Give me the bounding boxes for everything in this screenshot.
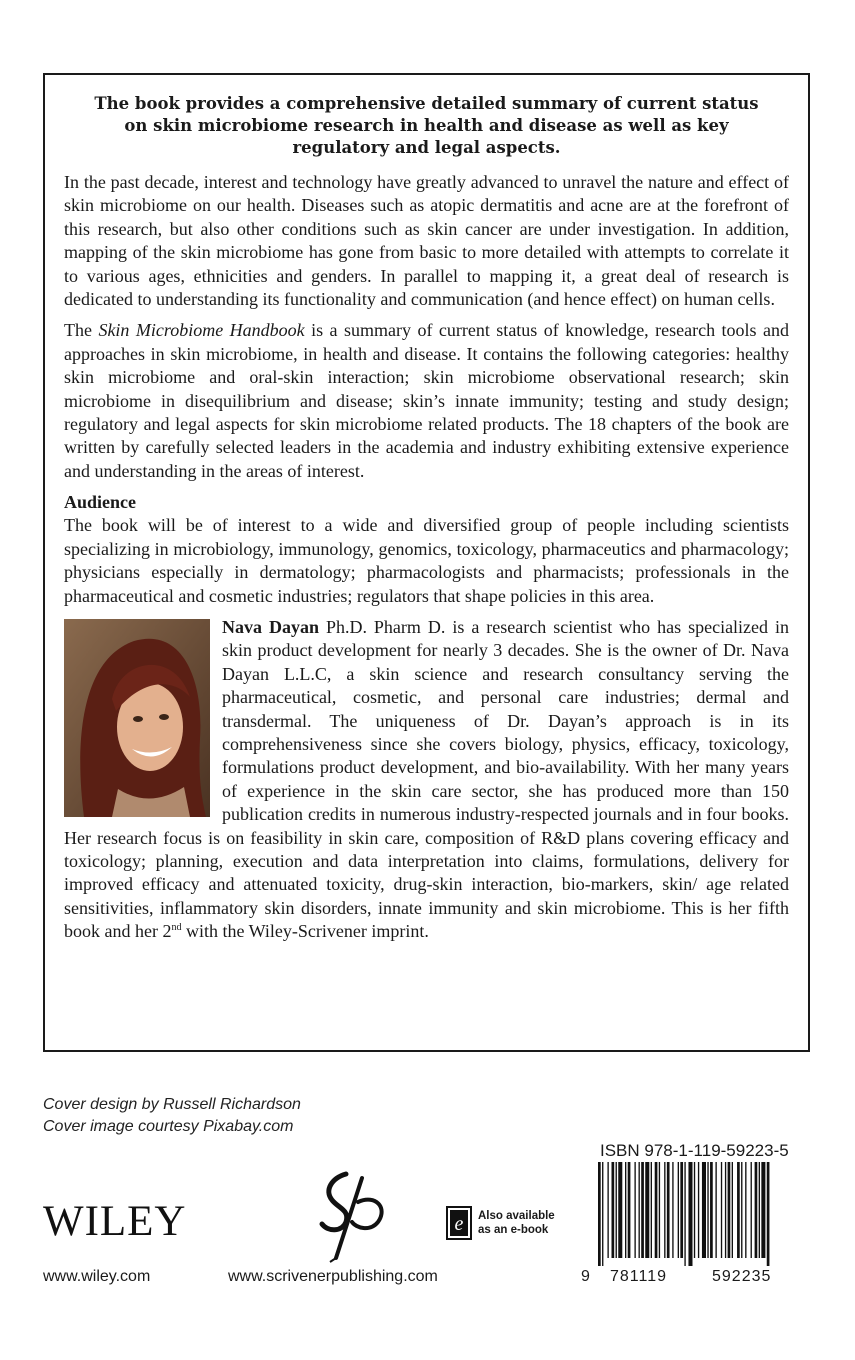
barcode-bar <box>715 1162 716 1258</box>
barcode-bar <box>737 1162 740 1258</box>
barcode-bar <box>684 1162 685 1266</box>
handbook-paragraph-prefix: The <box>64 320 99 341</box>
barcode-bar <box>628 1162 631 1258</box>
barcode-bar <box>707 1162 708 1258</box>
barcode-bar <box>634 1162 635 1258</box>
barcode-lead-digit: 9 <box>581 1268 591 1285</box>
barcode-bar <box>625 1162 626 1258</box>
barcode-bar <box>664 1162 665 1258</box>
isbn-barcode <box>596 1162 810 1266</box>
barcode-bar <box>680 1162 683 1258</box>
barcode-bar <box>602 1162 603 1266</box>
barcode-bar <box>761 1162 765 1258</box>
barcode-bar <box>721 1162 722 1258</box>
barcode-bar <box>702 1162 706 1258</box>
barcode-bar <box>710 1162 713 1258</box>
svg-text:e: e <box>454 1213 464 1235</box>
ebook-line-1: Also available <box>478 1210 555 1222</box>
barcode-bar <box>694 1162 695 1258</box>
barcode-bar <box>755 1162 758 1258</box>
barcode-bar <box>641 1162 644 1258</box>
cover-image-credit: Cover image courtesy Pixabay.com <box>43 1118 294 1135</box>
barcode-bar <box>741 1162 742 1258</box>
barcode-left-digits: 781119 <box>610 1268 668 1285</box>
barcode-bar <box>607 1162 608 1258</box>
barcode-bar <box>639 1162 640 1258</box>
ebook-icon <box>446 1206 472 1240</box>
cover-credits <box>43 1094 301 1138</box>
audience-paragraph: The book will be of interest to a wide and diversified group of people including scientists specializing in microbiology, immunology, genomics, toxicology, pharmaceutics and pharmacology; physicians especially in dermatology; pharmacologists and pharmacists; professionals in the pharmaceutical and cosmetic industries; regulators that shape policies in this area. <box>64 515 789 606</box>
barcode-bar <box>759 1162 760 1258</box>
barcode-bar <box>745 1162 746 1258</box>
ebook-badge <box>446 1206 555 1240</box>
barcode-bar <box>672 1162 673 1258</box>
barcode-bar <box>728 1162 731 1258</box>
barcode-bar <box>688 1162 692 1266</box>
barcode-bar <box>725 1162 726 1258</box>
barcode-bar <box>655 1162 658 1258</box>
handbook-paragraph <box>64 319 789 483</box>
barcode-bar <box>751 1162 752 1258</box>
ebook-text <box>478 1209 555 1237</box>
barcode-bar <box>767 1162 770 1266</box>
ordinal-superscript: nd <box>171 922 182 934</box>
barcode-bar <box>645 1162 649 1258</box>
barcode-bar <box>698 1162 699 1258</box>
barcode-bar <box>598 1162 601 1266</box>
blurb-headline: The book provides a comprehensive detailed summary of current status on skin microbiome research in health and disease as well as key regulatory and legal aspects. <box>94 94 759 157</box>
scrivener-logo-icon <box>306 1168 390 1264</box>
book-title-italic: Skin Microbiome Handbook <box>98 320 305 341</box>
barcode-bar <box>678 1162 679 1258</box>
barcode-bar <box>732 1162 733 1258</box>
barcode-bar <box>667 1162 670 1258</box>
barcode-bar <box>612 1162 615 1258</box>
barcode-right-digits: 592235 <box>712 1268 772 1285</box>
author-bio-end: with the Wiley-Scrivener imprint. <box>181 921 429 942</box>
author-bio-text: Ph.D. Pharm D. is a research scientist who has specialized in skin product development for nearly 3 decades. She is the owner of Dr. Nava Dayan L.L.C, a skin science and research consultancy serving the pharmaceutical, cosmetic, and personal care industries; dermal and transdermal. The uniqueness of Dr. Dayan’s approach is in its comprehensiveness since she covers biology, physics, efficacy, toxicology, formulations product development, and bio-availability. With her many years of experience in the skin care sector, she has produced more than 150 publication credits in numerous industry-respected journals and in four books. Her research focus is on feasibility in skin care, composition of R&D plans covering efficacy and toxicology; planning, execution and data interpretation into claims, formulations, delivery for improved efficacy and attenuated toxicity, drug-skin interaction, bio-markers, skin/ age related sensitivities, inflammatory skin disorders, innate immunity and skin microbiome. This is her fifth book and her 2 <box>64 616 790 942</box>
barcode-bar <box>618 1162 622 1258</box>
scrivener-url: www.scrivenerpublishing.com <box>228 1268 438 1285</box>
audience-heading: Audience <box>64 492 136 513</box>
wiley-url: www.wiley.com <box>43 1268 151 1285</box>
ebook-line-2: as an e-book <box>478 1224 549 1236</box>
cover-design-credit: Cover design by Russell Richardson <box>43 1096 301 1113</box>
intro-paragraph: In the past decade, interest and technology have greatly advanced to unravel the nature and effect of skin microbiome on our health. Diseases such as atopic dermatitis and acne are at the forefront of this research, but also other conditions such as skin cancer are under investigation. In addition, mapping of the skin microbiome has gone from basic to more detailed with attempts to correlate it to various ages, ethnicities and genders. In parallel to mapping it, a great deal of research is dedicated to understanding its functionality and communication (and hence effect) on human cells. <box>64 172 789 310</box>
author-name: Nava Dayan <box>222 616 319 637</box>
isbn-label: ISBN 978-1-119-59223-5 <box>600 1141 789 1160</box>
author-photo <box>64 619 210 817</box>
barcode-bar <box>651 1162 652 1258</box>
author-portrait-image <box>64 619 210 817</box>
handbook-paragraph-body: is a summary of current status of knowledge, research tools and approaches in skin microbiome, in health and disease. It contains the following categories: healthy skin microbiome and oral-skin interaction; skin microbiome observational research; skin microbiome in disequilibrium and disease; skin’s innate immunity; testing and study design; regulatory and legal aspects for skin microbiome related products. The 18 chapters of the book are written by carefully selected leaders in the academia and industry exhibiting extensive experience and understanding in the areas of interest. <box>64 320 789 481</box>
back-cover-blurb-box <box>43 73 810 1052</box>
wiley-logo: WILEY <box>43 1198 187 1245</box>
barcode-bar <box>616 1162 617 1258</box>
barcode-bar <box>659 1162 660 1258</box>
